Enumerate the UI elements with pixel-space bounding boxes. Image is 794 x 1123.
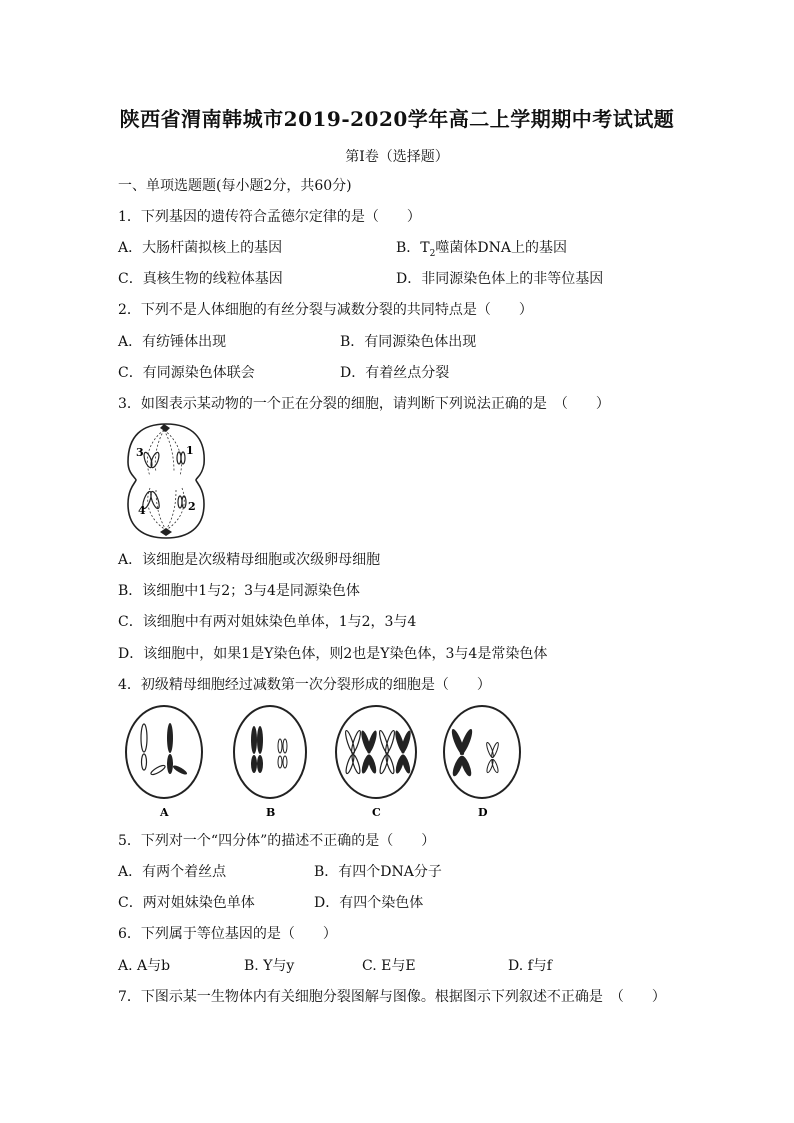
q6-option-a: A. A与b [118,958,171,974]
q3-fig-label-1: 1 [186,444,194,457]
q3-option-d: D．该细胞中，如果1是Y染色体，则2也是Y染色体，3与4是常染色体 [118,646,548,662]
q1-option-c: C．真核生物的线粒体基因 [118,271,283,287]
q3-option-c: C．该细胞中有两对姐妹染色单体，1与2，3与4 [118,614,417,630]
q6-option-d: D. f与f [508,958,552,974]
q4-cells-figure [118,700,528,824]
q1-stem: 1．下列基因的遗传符合孟德尔定律的是（ ） [118,209,421,225]
q3-option-a: A．该细胞是次级精母细胞或次级卵母细胞 [118,552,381,568]
q5-option-a: A．有两个着丝点 [118,864,227,880]
page-title: 陕西省渭南韩城市2019-2020学年高二上学期期中考试试题 [119,107,675,131]
q2-option-d: D．有着丝点分裂 [340,365,450,381]
q4-label-b: B [266,806,276,819]
section-heading: 一、单项选题题(每小题2分，共60分) [118,178,352,194]
q2-option-c: C．有同源染色体联会 [118,365,255,381]
q2-stem: 2．下列不是人体细胞的有丝分裂与减数分裂的共同特点是（ ） [118,302,533,318]
q3-option-b: B．该细胞中1与2；3与4是同源染色体 [118,583,360,599]
q5-option-d: D．有四个染色体 [314,895,424,911]
q4-cell-a [126,706,202,819]
q3-fig-label-4: 4 [138,504,146,517]
q1-option-d: D．非同源染色体上的非等位基因 [396,271,604,287]
q4-label-c: C [372,806,381,819]
q4-label-a: A [160,806,169,819]
q3-cell-figure [122,420,210,540]
q4-label-d: D [478,806,488,819]
q5-option-c: C．两对姐妹染色单体 [118,895,255,911]
q7-stem: 7．下图示某一生物体内有关细胞分裂图解与图像。根据图示下列叙述不正确是 （ ） [118,989,666,1005]
q1-option-b: B．$T_2$噬菌体DNA上的基因 [396,240,567,259]
q2-option-b: B．有同源染色体出现 [340,334,477,350]
q4-cell-c [336,706,416,819]
q1-option-a: A．大肠杆菌拟核上的基因 [118,240,283,256]
q6-stem: 6．下列属于等位基因的是（ ） [118,926,337,942]
q3-fig-label-2: 2 [188,500,196,513]
q5-option-b: B．有四个DNA分子 [314,864,442,880]
q6-option-c: C. E与E [362,958,416,974]
q3-stem: 3．如图表示某动物的一个正在分裂的细胞，请判断下列说法正确的是 （ ） [118,396,610,412]
q4-stem: 4．初级精母细胞经过减数第一次分裂形成的细胞是（ ） [118,677,491,693]
page-subtitle: 第Ⅰ卷（选择题） [345,149,449,165]
q2-option-a: A．有纺锤体出现 [118,334,227,350]
q3-fig-label-3: 3 [136,446,144,459]
q6-option-b: B. Y与y [244,958,295,974]
q5-stem: 5．下列对一个“四分体”的描述不正确的是（ ） [118,833,436,849]
q4-cell-b [234,706,306,819]
q4-cell-d [444,706,520,819]
